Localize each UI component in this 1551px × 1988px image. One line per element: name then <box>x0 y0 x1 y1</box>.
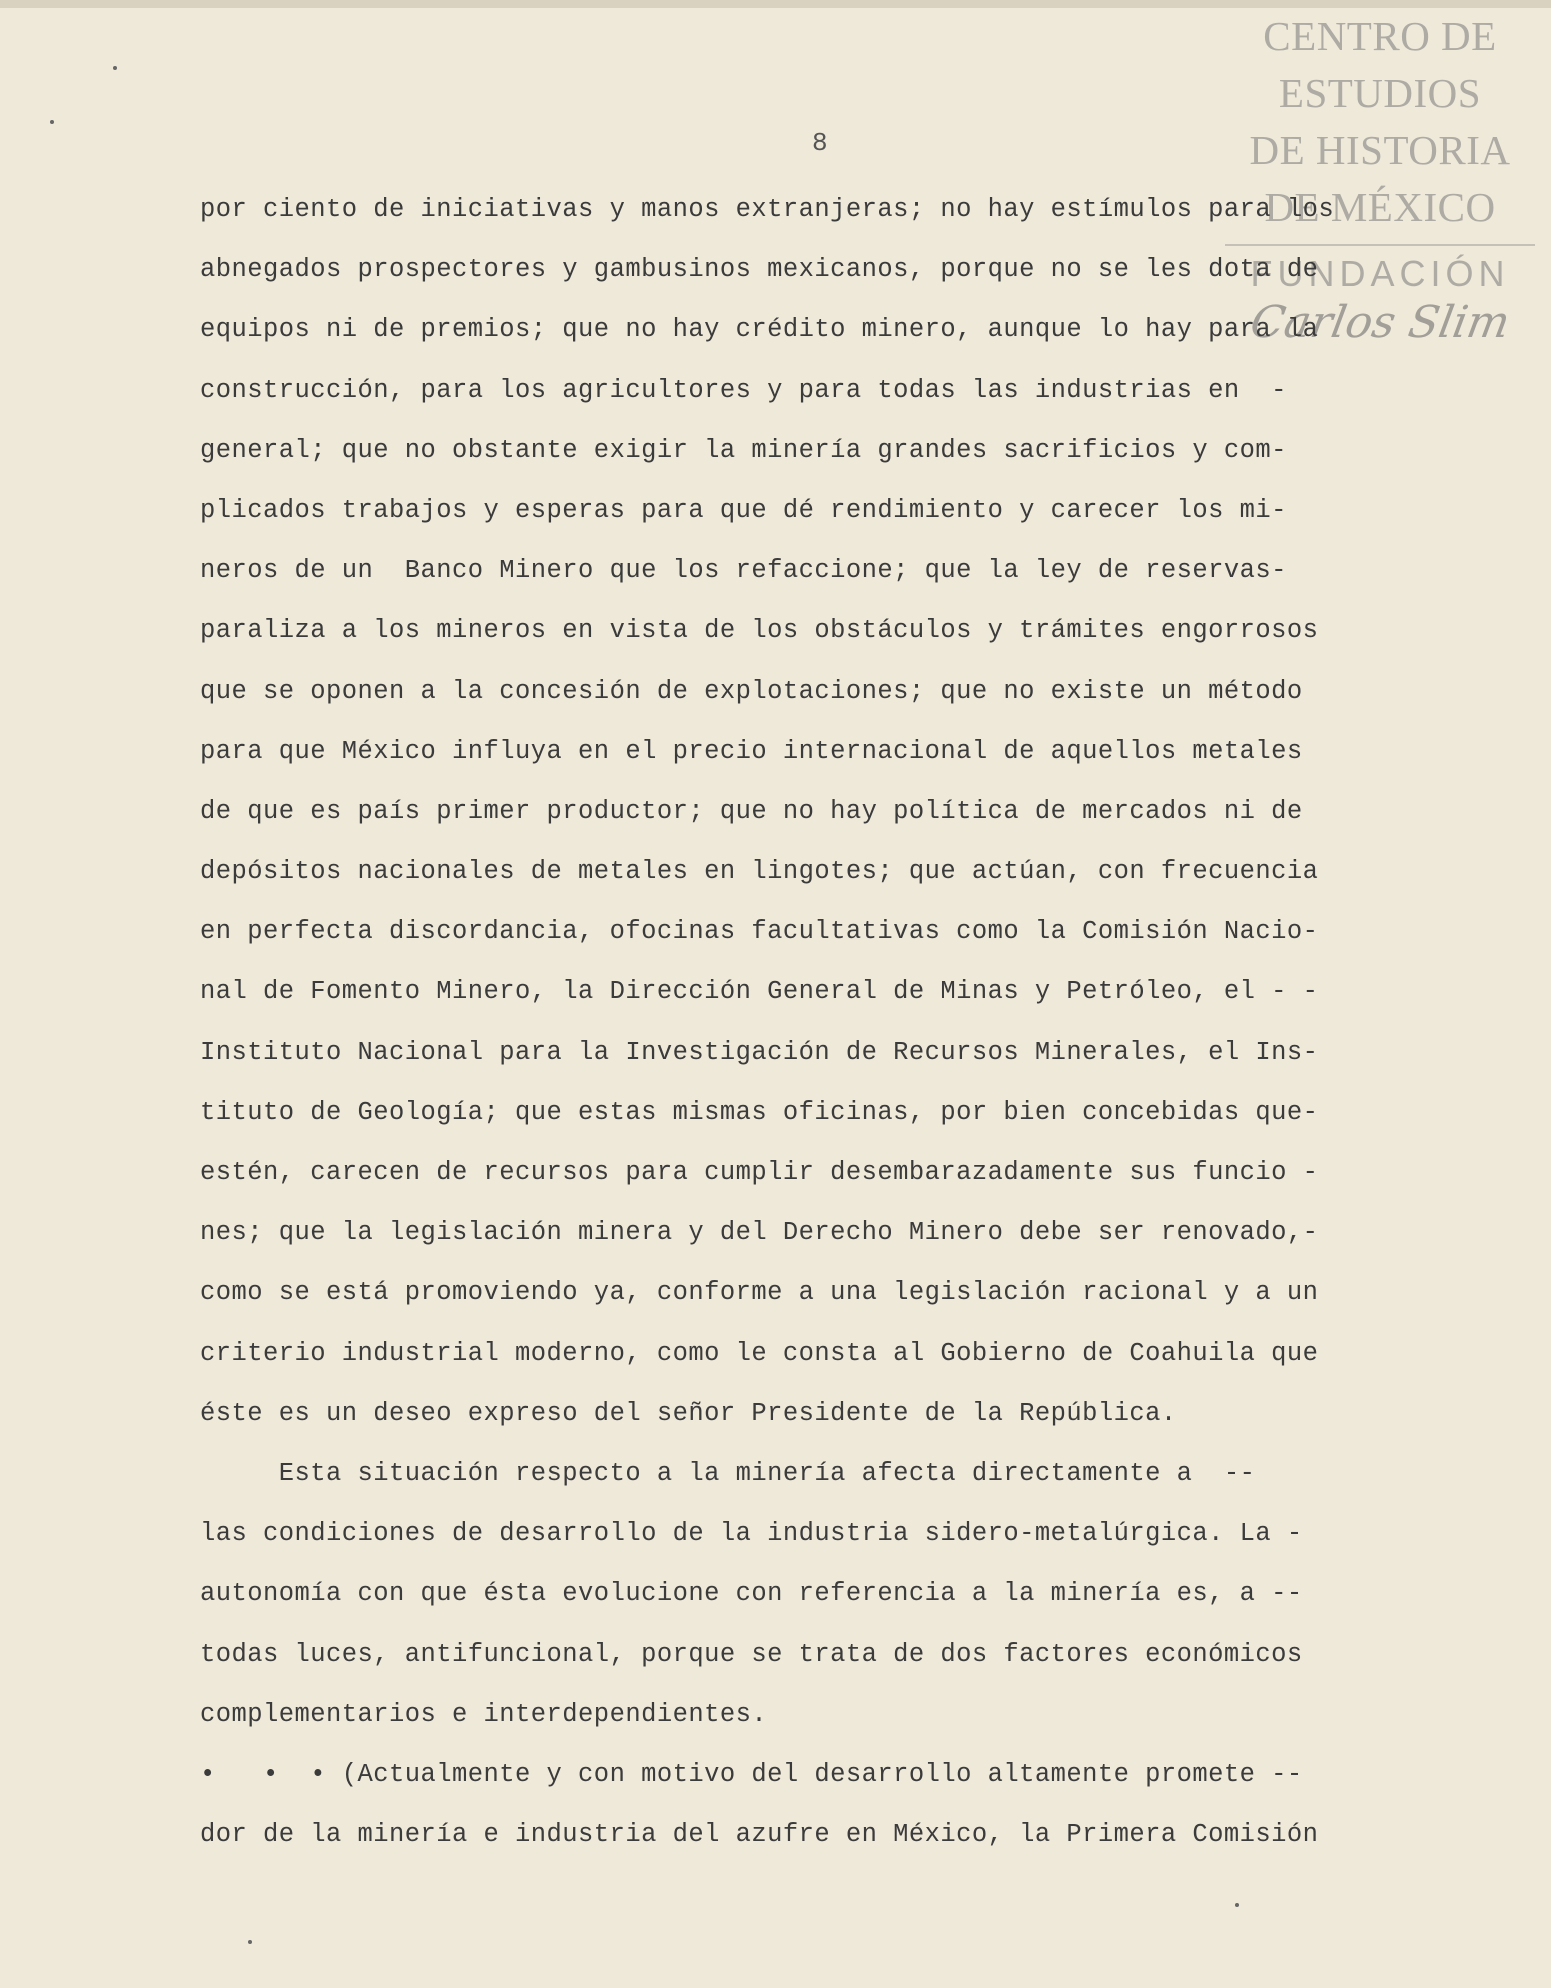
text-line: estén, carecen de recursos para cumplir desembarazadamente sus funcio - <box>200 1158 1319 1187</box>
text-line: tituto de Geología; que estas mismas oficinas, por bien concebidas que- <box>200 1097 1319 1127</box>
watermark-line-3: DE HISTORIA <box>1249 127 1511 173</box>
text-line: dor de la minería e industria del azufre en México, la Primera Comisión <box>200 1820 1319 1850</box>
text-line: como se está promoviendo ya, conforme a una legislación racional y a un <box>200 1278 1319 1308</box>
text-line: autonomía con que ésta evolucione con referencia a la minería es, a -- <box>200 1579 1303 1609</box>
watermark-line-2: ESTUDIOS <box>1278 70 1482 116</box>
text-line: Instituto Nacional para la Investigación de Recursos Minerales, el Ins- <box>200 1037 1319 1067</box>
paper-speck <box>1235 1903 1239 1907</box>
page-number: 8 <box>812 128 828 158</box>
watermark-line-1: CENTRO DE <box>1263 13 1497 59</box>
text-line: que se oponen a la concesión de explotaciones; que no existe un método <box>200 676 1303 706</box>
text-line: depósitos nacionales de metales en lingotes; que actúan, con frecuencia <box>200 857 1319 887</box>
text-line: por ciento de iniciativas y manos extranjeras; no hay estímulos para los <box>200 195 1335 224</box>
text-line: nal de Fomento Minero, la Dirección General de Minas y Petróleo, el - - <box>200 977 1319 1007</box>
text-line: criterio industrial moderno, como le consta al Gobierno de Coahuila que <box>200 1338 1319 1368</box>
paper-speck <box>248 1940 252 1944</box>
text-line: Esta situación respecto a la minería afecta directamente a -- <box>200 1458 1256 1488</box>
text-line: construcción, para los agricultores y para todas las industrias en - <box>200 375 1287 405</box>
text-line: complementarios e interdependientes. <box>200 1699 768 1729</box>
text-line: en perfecta discordancia, ofocinas facultativas como la Comisión Nacio- <box>200 917 1319 947</box>
text-line: paraliza a los mineros en vista de los obstáculos y trámites engorrosos <box>200 616 1319 646</box>
body-text <box>200 180 1510 1865</box>
text-line: las condiciones de desarrollo de la industria sidero-metalúrgica. La - <box>200 1519 1303 1549</box>
text-line: plicados trabajos y esperas para que dé rendimiento y carecer los mi- <box>200 495 1287 525</box>
watermark-signature: Carlos Slim <box>1246 297 1514 348</box>
text-line: nes; que la legislación minera y del Derecho Minero debe ser renovado,- <box>200 1218 1319 1248</box>
watermark-line-4: DE MÉXICO <box>1264 184 1496 230</box>
text-line: éste es un deseo expreso del señor Presidente de la República. <box>200 1398 1177 1428</box>
text-line: neros de un Banco Minero que los refaccione; que la ley de reservas- <box>200 556 1287 586</box>
watermark-foundation: FUNDACIÓN <box>1225 244 1535 298</box>
text-line: general; que no obstante exigir la minería grandes sacrificios y com- <box>200 435 1287 465</box>
text-line: todas luces, antifuncional, porque se trata de dos factores económicos <box>200 1639 1303 1669</box>
text-line: equipos ni de premios; que no hay crédito minero, aunque lo hay para la <box>200 315 1319 345</box>
text-line: • • • (Actualmente y con motivo del desarrollo altamente promete -- <box>200 1759 1303 1789</box>
paper-speck <box>113 66 117 70</box>
text-line: de que es país primer productor; que no hay política de mercados ni de <box>200 796 1303 826</box>
text-line: para que México influya en el precio internacional de aquellos metales <box>200 736 1303 766</box>
paper-speck <box>50 120 54 124</box>
text-line: abnegados prospectores y gambusinos mexicanos, porque no se les dota de <box>200 255 1319 285</box>
page-top-edge <box>0 0 1551 8</box>
